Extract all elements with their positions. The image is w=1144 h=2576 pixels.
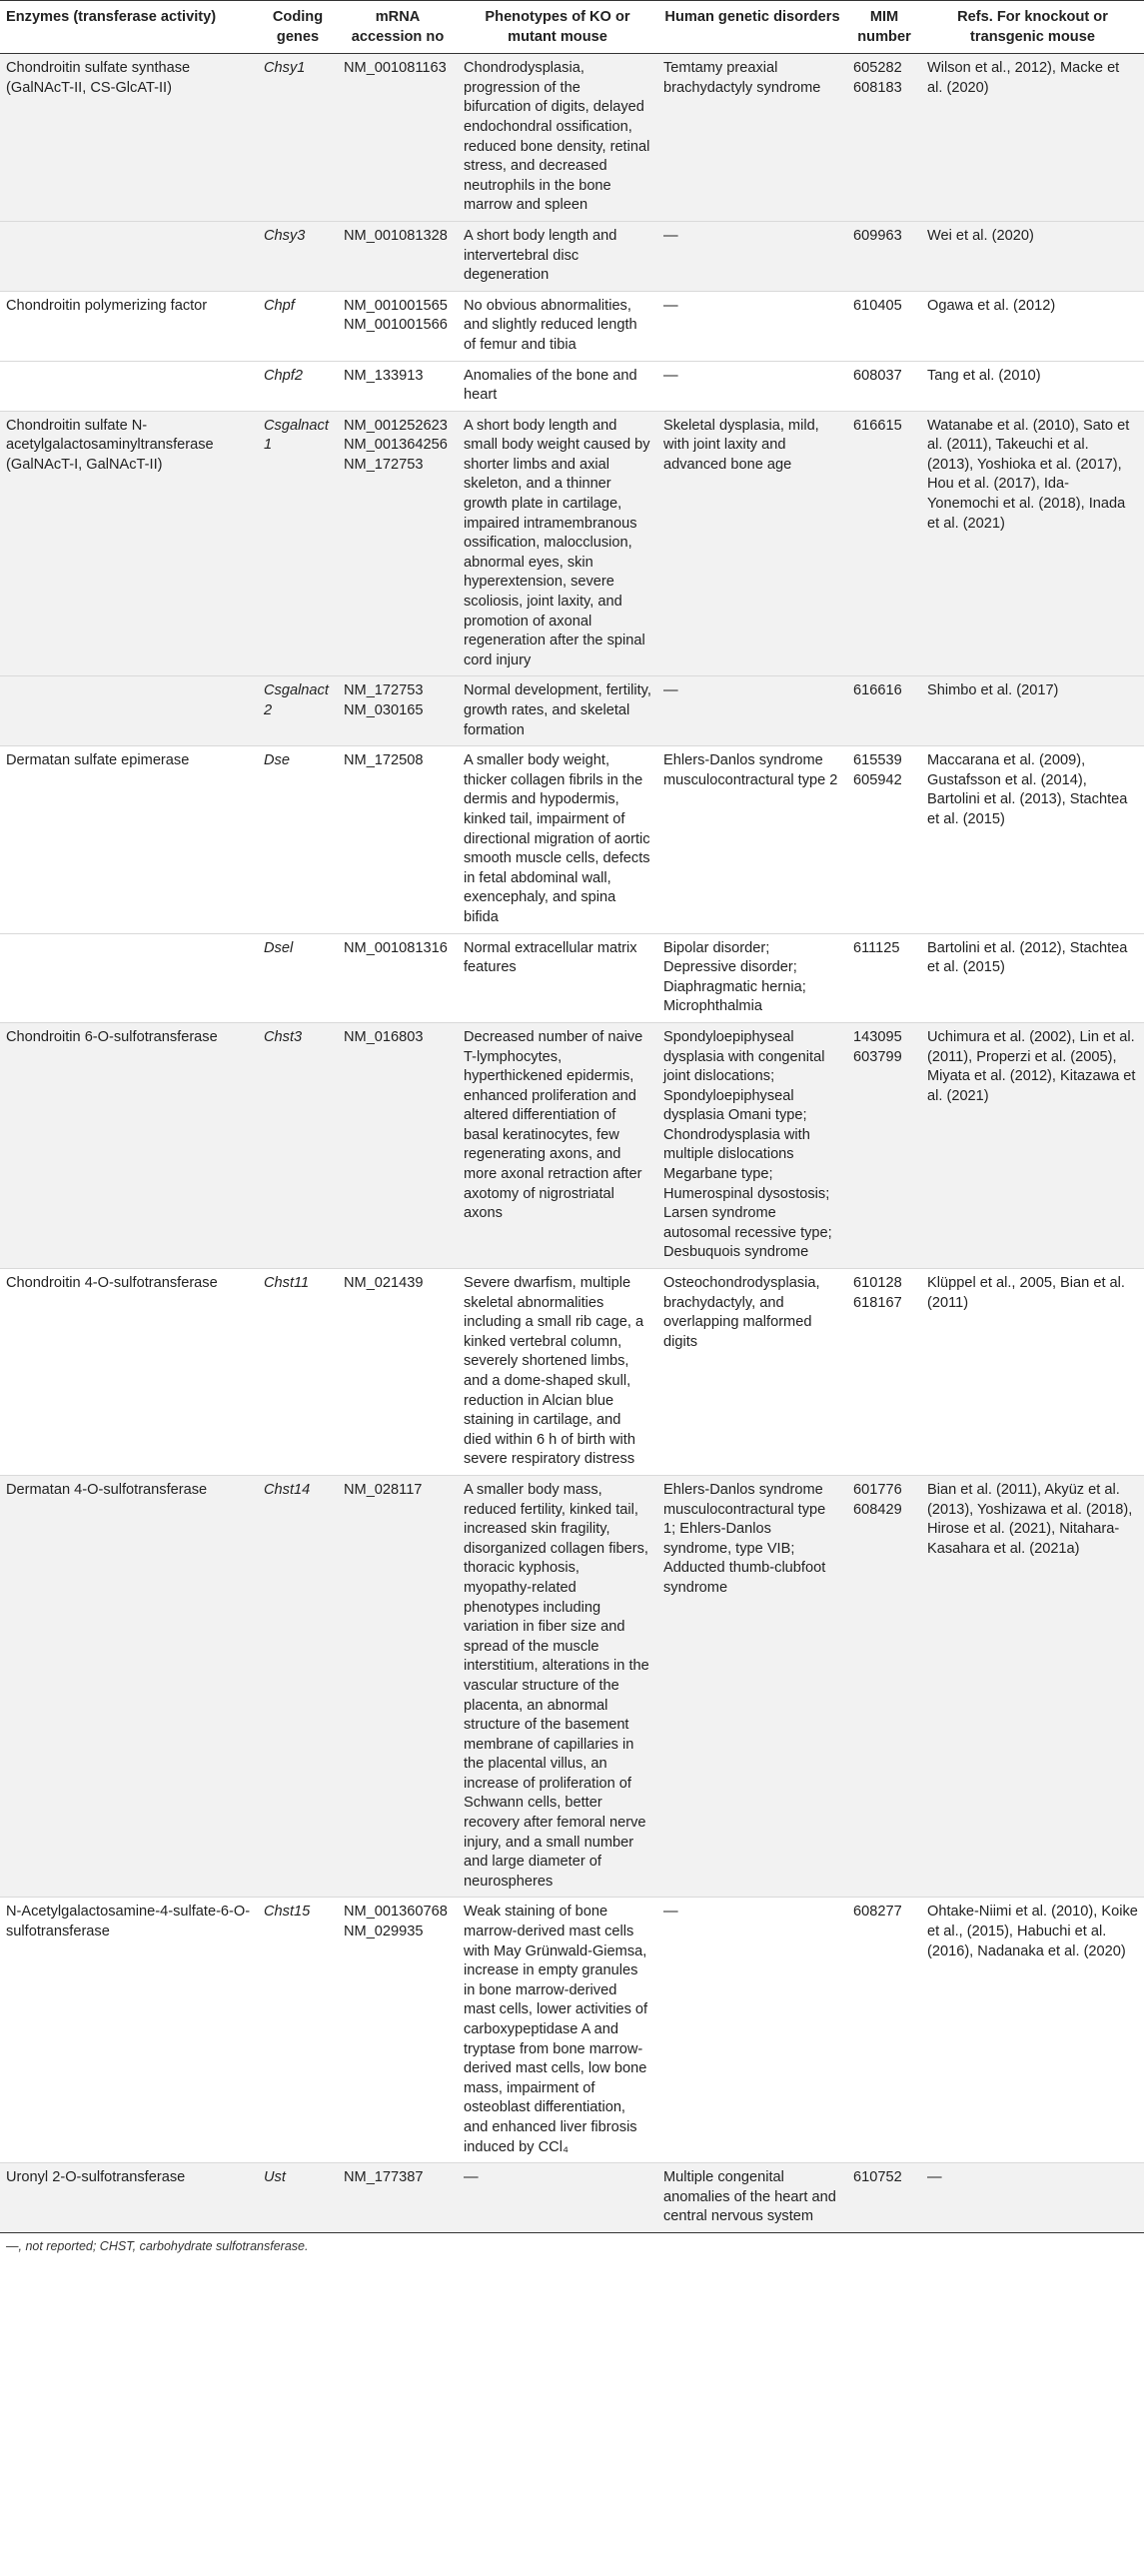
- disorder-cell: —: [657, 361, 847, 411]
- table-row: [0, 676, 1144, 746]
- disorder-cell: Spondyloepiphyseal dysplasia with congenital joint dislocations; Spondyloepiphyseal dysplasia Omani type; Chondrodysplasia with multiple dislocations Megarbane type; Humerospinal dysostosis; Larsen syndrome autosomal recessive type; Desbuquois syndrome: [657, 1022, 847, 1268]
- mim-cell: 143095 603799: [847, 1022, 921, 1268]
- enzyme-cell: Dermatan sulfate epimerase: [0, 746, 258, 933]
- enzyme-cell: Chondroitin sulfate synthase (GalNAcT-II, CS-GlcAT-II): [0, 54, 258, 222]
- disorder-cell: Bipolar disorder; Depressive disorder; Diaphragmatic hernia; Microphthalmia: [657, 933, 847, 1022]
- header-coding-genes: Coding genes: [258, 1, 338, 54]
- mrna-cell: NM_001081163: [338, 54, 458, 222]
- header-mim: MIM number: [847, 1, 921, 54]
- gene-cell: Dsel: [258, 933, 338, 1022]
- refs-cell: Tang et al. (2010): [921, 361, 1144, 411]
- phenotype-cell: Normal development, fertility, growth rates, and skeletal formation: [458, 676, 657, 746]
- header-enzymes: Enzymes (transferase activity): [0, 1, 258, 54]
- disorder-cell: —: [657, 676, 847, 746]
- refs-cell: Bartolini et al. (2012), Stachtea et al. (2015): [921, 933, 1144, 1022]
- phenotype-cell: A short body length and small body weight caused by shorter limbs and axial skeleton, and a thinner growth plate in cartilage, impaired intramembranous ossification, malocclusion, abnormal eyes, skin hyperextension, severe scoliosis, joint laxity, and promotion of axonal regeneration after the spinal cord injury: [458, 411, 657, 676]
- disorder-cell: Ehlers-Danlos syndrome musculocontractural type 2: [657, 746, 847, 933]
- disorder-cell: —: [657, 221, 847, 291]
- enzyme-cell: Chondroitin 4-O-sulfotransferase: [0, 1269, 258, 1476]
- enzyme-cell: [0, 676, 258, 746]
- mrna-cell: NM_001081328: [338, 221, 458, 291]
- refs-cell: Bian et al. (2011), Akyüz et al. (2013), Yoshizawa et al. (2018), Hirose et al. (2021), Nitahara-Kasahara et al. (2021a): [921, 1475, 1144, 1897]
- mim-cell: 610405: [847, 291, 921, 361]
- table-row: [0, 291, 1144, 361]
- enzyme-cell: [0, 221, 258, 291]
- refs-cell: Wilson et al., 2012), Macke et al. (2020): [921, 54, 1144, 222]
- enzyme-cell: [0, 361, 258, 411]
- phenotype-cell: No obvious abnormalities, and slightly reduced length of femur and tibia: [458, 291, 657, 361]
- table-row: [0, 1022, 1144, 1268]
- disorder-cell: —: [657, 291, 847, 361]
- mrna-cell: NM_177387: [338, 2163, 458, 2233]
- gene-cell: Chpf: [258, 291, 338, 361]
- refs-cell: Ohtake-Niimi et al. (2010), Koike et al., (2015), Habuchi et al. (2016), Nadanaka et al. (2020): [921, 1898, 1144, 2163]
- mrna-cell: NM_001081316: [338, 933, 458, 1022]
- enzyme-cell: N-Acetylgalactosamine-4-sulfate-6-O-sulfotransferase: [0, 1898, 258, 2163]
- table-row: [0, 411, 1144, 676]
- mrna-cell: NM_133913: [338, 361, 458, 411]
- mim-cell: 609963: [847, 221, 921, 291]
- table-row: [0, 1475, 1144, 1897]
- mrna-cell: NM_001252623 NM_001364256 NM_172753: [338, 411, 458, 676]
- mim-cell: 615539 605942: [847, 746, 921, 933]
- mim-cell: 608277: [847, 1898, 921, 2163]
- mim-cell: 605282 608183: [847, 54, 921, 222]
- refs-cell: Maccarana et al. (2009), Gustafsson et al. (2014), Bartolini et al. (2013), Stachtea et al. (2015): [921, 746, 1144, 933]
- mim-cell: 610128 618167: [847, 1269, 921, 1476]
- mim-cell: 610752: [847, 2163, 921, 2233]
- refs-cell: —: [921, 2163, 1144, 2233]
- table-row: [0, 221, 1144, 291]
- table-row: [0, 2163, 1144, 2233]
- disorder-cell: Skeletal dysplasia, mild, with joint laxity and advanced bone age: [657, 411, 847, 676]
- gene-cell: Csgalnact2: [258, 676, 338, 746]
- gene-cell: Chsy3: [258, 221, 338, 291]
- enzyme-cell: Uronyl 2-O-sulfotransferase: [0, 2163, 258, 2233]
- mrna-cell: NM_172508: [338, 746, 458, 933]
- gene-cell: Dse: [258, 746, 338, 933]
- disorder-cell: Osteochondrodysplasia, brachydactyly, and overlapping malformed digits: [657, 1269, 847, 1476]
- phenotype-cell: Decreased number of naive T-lymphocytes, hyperthickened epidermis, enhanced proliferation and altered differentiation of basal keratinocytes, few regenerating axons, and more axonal retraction after axotomy of nigrostriatal axons: [458, 1022, 657, 1268]
- table-row: [0, 1269, 1144, 1476]
- enzyme-cell: Chondroitin sulfate N-acetylgalactosaminyltransferase (GalNAcT-I, GalNAcT-II): [0, 411, 258, 676]
- table-row: [0, 54, 1144, 222]
- gene-cell: Chpf2: [258, 361, 338, 411]
- refs-cell: Watanabe et al. (2010), Sato et al. (2011), Takeuchi et al. (2013), Yoshioka et al. (2017), Hou et al. (2017), Ida-Yonemochi et al. (2018), Inada et al. (2021): [921, 411, 1144, 676]
- table-header-row: [0, 1, 1144, 54]
- enzyme-cell: Chondroitin 6-O-sulfotransferase: [0, 1022, 258, 1268]
- mrna-cell: NM_001360768 NM_029935: [338, 1898, 458, 2163]
- table-footnote: —, not reported; CHST, carbohydrate sulfotransferase.: [6, 2238, 309, 2253]
- enzyme-cell: [0, 933, 258, 1022]
- mim-cell: 616616: [847, 676, 921, 746]
- gene-cell: Chst3: [258, 1022, 338, 1268]
- mim-cell: 611125: [847, 933, 921, 1022]
- disorder-cell: Multiple congenital anomalies of the heart and central nervous system: [657, 2163, 847, 2233]
- phenotype-cell: A smaller body weight, thicker collagen fibrils in the dermis and hypodermis, kinked tail, impairment of directional migration of aortic smooth muscle cells, defects in fetal abdominal wall, exencephaly, and spina bifida: [458, 746, 657, 933]
- mrna-cell: NM_016803: [338, 1022, 458, 1268]
- table-row: [0, 361, 1144, 411]
- refs-cell: Shimbo et al. (2017): [921, 676, 1144, 746]
- phenotype-cell: Anomalies of the bone and heart: [458, 361, 657, 411]
- mim-cell: 601776 608429: [847, 1475, 921, 1897]
- disorder-cell: Ehlers-Danlos syndrome musculocontractural type 1; Ehlers-Danlos syndrome, type VIB; Adducted thumb-clubfoot syndrome: [657, 1475, 847, 1897]
- refs-cell: Ogawa et al. (2012): [921, 291, 1144, 361]
- gene-cell: Chst15: [258, 1898, 338, 2163]
- gene-cell: Chst14: [258, 1475, 338, 1897]
- enzyme-cell: Chondroitin polymerizing factor: [0, 291, 258, 361]
- mrna-cell: NM_028117: [338, 1475, 458, 1897]
- table-row: [0, 746, 1144, 933]
- phenotype-cell: A short body length and intervertebral disc degeneration: [458, 221, 657, 291]
- refs-cell: Wei et al. (2020): [921, 221, 1144, 291]
- phenotype-cell: Chondrodysplasia, progression of the bifurcation of digits, delayed endochondral ossification, reduced bone density, retinal stress, and decreased neutrophils in the bone marrow and spleen: [458, 54, 657, 222]
- mrna-cell: NM_021439: [338, 1269, 458, 1476]
- gene-cell: Chsy1: [258, 54, 338, 222]
- phenotype-cell: Severe dwarfism, multiple skeletal abnormalities including a small rib cage, a kinked vertebral column, severely shortened limbs, and a dome-shaped skull, reduction in Alcian blue staining in cartilage, and died within 6 h of birth with severe respiratory distress: [458, 1269, 657, 1476]
- gene-cell: Ust: [258, 2163, 338, 2233]
- refs-cell: Uchimura et al. (2002), Lin et al. (2011), Properzi et al. (2005), Miyata et al. (2012), Kitazawa et al. (2021): [921, 1022, 1144, 1268]
- mrna-cell: NM_001001565 NM_001001566: [338, 291, 458, 361]
- table-row: [0, 933, 1144, 1022]
- gene-cell: Chst11: [258, 1269, 338, 1476]
- header-mrna: mRNA accession no: [338, 1, 458, 54]
- phenotype-cell: A smaller body mass, reduced fertility, kinked tail, increased skin fragility, disorganized collagen fibers, thoracic kyphosis, myopathy-related phenotypes including variation in fiber size and spread of the muscle interstitium, alterations in the vascular structure of the placenta, an abnormal structure of the basement membrane of capillaries in the placental villus, an increase of proliferation of Schwann cells, better recovery after femoral nerve injury, and a small number and large diameter of neurospheres: [458, 1475, 657, 1897]
- phenotype-cell: —: [458, 2163, 657, 2233]
- disorder-cell: —: [657, 1898, 847, 2163]
- disorder-cell: Temtamy preaxial brachydactyly syndrome: [657, 54, 847, 222]
- header-refs: Refs. For knockout or transgenic mouse: [921, 1, 1144, 54]
- table-body: [0, 54, 1144, 2233]
- mim-cell: 608037: [847, 361, 921, 411]
- header-disorders: Human genetic disorders: [657, 1, 847, 54]
- mrna-cell: NM_172753 NM_030165: [338, 676, 458, 746]
- header-phenotypes: Phenotypes of KO or mutant mouse: [458, 1, 657, 54]
- phenotype-cell: Normal extracellular matrix features: [458, 933, 657, 1022]
- mim-cell: 616615: [847, 411, 921, 676]
- enzyme-cell: Dermatan 4-O-sulfotransferase: [0, 1475, 258, 1897]
- gene-cell: Csgalnact1: [258, 411, 338, 676]
- phenotype-cell: Weak staining of bone marrow-derived mast cells with May Grünwald-Giemsa, increase in empty granules in bone marrow-derived mast cells, lower activities of carboxypeptidase A and tryptase from bone marrow-derived mast cells, low bone mass, impairment of osteoblast differentiation, and enhanced liver fibrosis induced by CCl₄: [458, 1898, 657, 2163]
- table-row: [0, 1898, 1144, 2163]
- refs-cell: Klüppel et al., 2005, Bian et al. (2011): [921, 1269, 1144, 1476]
